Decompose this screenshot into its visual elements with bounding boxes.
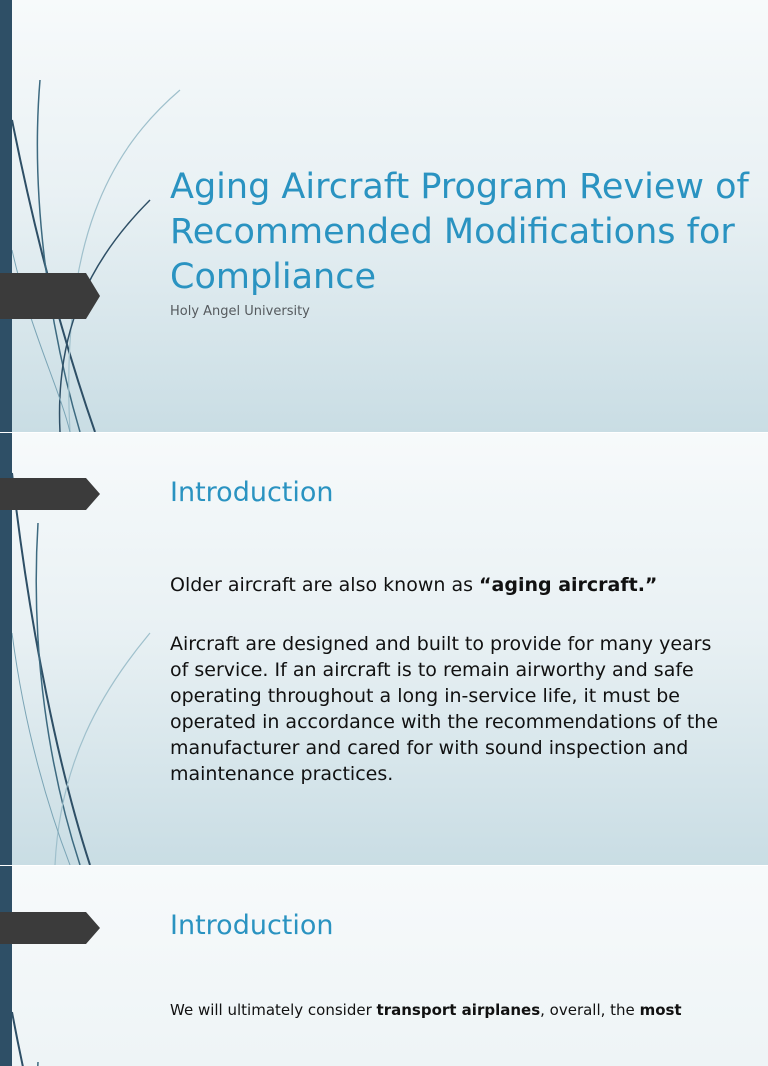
paragraph-transport-airplanes — [170, 1000, 730, 1020]
slide-introduction-2 — [0, 866, 768, 1066]
paragraph-aging-aircraft — [170, 572, 730, 598]
slide-title-text: Aging Aircraft Program Review of Recommended Modifications for Compliance — [170, 167, 749, 297]
arrow-tab — [0, 273, 100, 319]
arrow-tab — [0, 478, 100, 510]
slide-title — [0, 0, 768, 432]
side-accent-bar — [0, 0, 12, 432]
paragraph-emphasis: transport airplanes — [376, 1001, 541, 1019]
slide-subtitle: Holy Angel University — [170, 304, 310, 319]
slide-introduction-1 — [0, 433, 768, 865]
decorative-curves — [0, 866, 200, 1066]
slide-heading: Introduction — [170, 910, 334, 941]
paragraph-text: , overall, the — [540, 1001, 640, 1019]
slide-heading: Introduction — [170, 477, 334, 508]
arrow-tab — [0, 912, 100, 944]
paragraph-text: We will ultimately consider — [170, 1001, 377, 1019]
side-accent-bar — [0, 866, 12, 1066]
paragraph-text: Aircraft are designed and built to provide for many years of service. If an aircraft is to remain airworthy and safe operating throughout a long in-service life, it must be operated in accordance with the recommendations of the manufacturer and cared for with sound inspection and maintenance practices. — [170, 633, 719, 785]
paragraph-emphasis: most — [639, 1001, 682, 1019]
paragraph-emphasis: “aging aircraft.” — [479, 574, 658, 596]
paragraph-text: Older aircraft are also known as — [170, 574, 480, 596]
paragraph-design-life — [170, 631, 730, 787]
